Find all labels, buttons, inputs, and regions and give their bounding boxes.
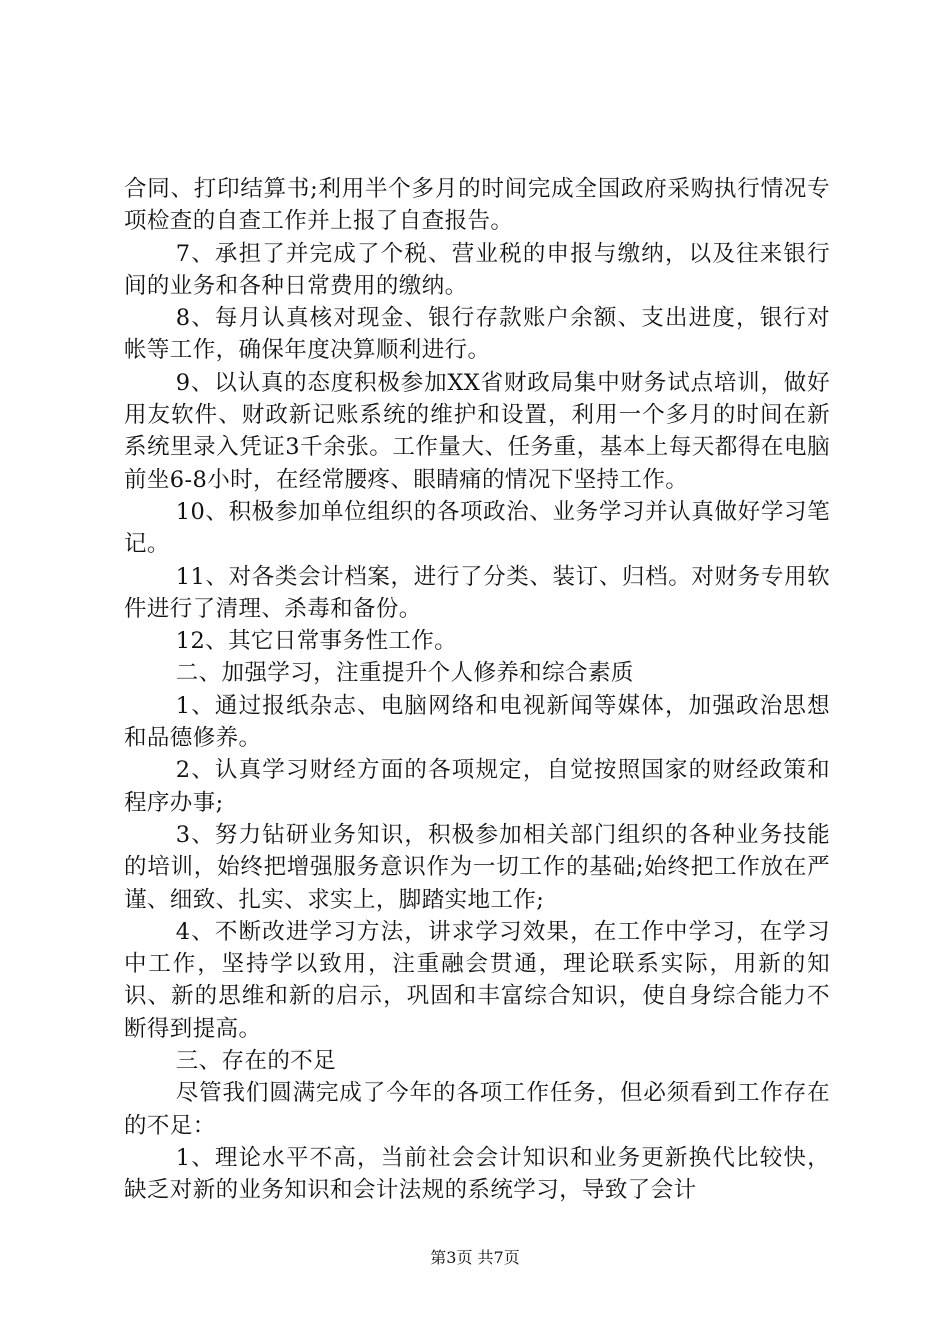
section-heading-2: 二、加强学习，注重提升个人修养和综合素质 bbox=[175, 660, 634, 687]
paragraph-2: 7、承担了并完成了个税、营业税的申报与缴纳，以及往来银行间的业务和各种日常费用的缴纳。 bbox=[124, 240, 830, 299]
paragraph-14: 尽管我们圆满完成了今年的各项工作任务，但必须看到工作存在的不足： bbox=[124, 1080, 830, 1139]
paragraph-10: 2、认真学习财经方面的各项规定，自觉按照国家的财经政策和程序办事; bbox=[124, 757, 830, 816]
paragraph-4: 9、以认真的态度积极参加XX省财政局集中财务试点培训，做好用友软件、财政新记账系统的维护和设置，利用一个多月的时间在新系统里录入凭证3千余张。工作量大、任务重，基本上每天都得在电脑前坐6-8小时，在经常腰疼、眼睛痛的情况下坚持工作。 bbox=[124, 369, 830, 493]
paragraph-5: 10、积极参加单位组织的各项政治、业务学习并认真做好学习笔记。 bbox=[124, 498, 830, 558]
section-heading-3: 三、存在的不足 bbox=[175, 1048, 337, 1075]
paragraph-12: 4、不断改进学习方法，讲求学习效果，在工作中学习，在学习中工作，坚持学以致用，注重融会贯通，理论联系实际，用新的知识、新的思维和新的启示，巩固和丰富综合知识，使自身综合能力不断得到提高。 bbox=[124, 918, 830, 1042]
document-body bbox=[124, 173, 830, 1207]
paragraph-9: 1、通过报纸杂志、电脑网络和电视新闻等媒体，加强政治思想和品德修养。 bbox=[124, 692, 830, 752]
paragraph-15: 1、理论水平不高，当前社会会计知识和业务更新换代比较快，缺乏对新的业务知识和会计法规的系统学习，导致了会计 bbox=[124, 1144, 830, 1204]
paragraph-11: 3、努力钻研业务知识，积极参加相关部门组织的各种业务技能的培训，始终把增强服务意识作为一切工作的基础;始终把工作放在严谨、细致、扎实、求实上，脚踏实地工作; bbox=[124, 821, 830, 913]
paragraph-1: 合同、打印结算书;利用半个多月的时间完成全国政府采购执行情况专项检查的自查工作并上报了自查报告。 bbox=[124, 176, 830, 235]
paragraph-3: 8、每月认真核对现金、银行存款账户余额、支出进度，银行对帐等工作，确保年度决算顺利进行。 bbox=[124, 305, 830, 364]
page-number-footer: 第3页 共7页 bbox=[430, 1248, 520, 1267]
paragraph-6: 11、对各类会计档案，进行了分类、装订、归档。对财务专用软件进行了清理、杀毒和备份。 bbox=[124, 563, 830, 622]
paragraph-7: 12、其它日常事务性工作。 bbox=[175, 628, 458, 655]
